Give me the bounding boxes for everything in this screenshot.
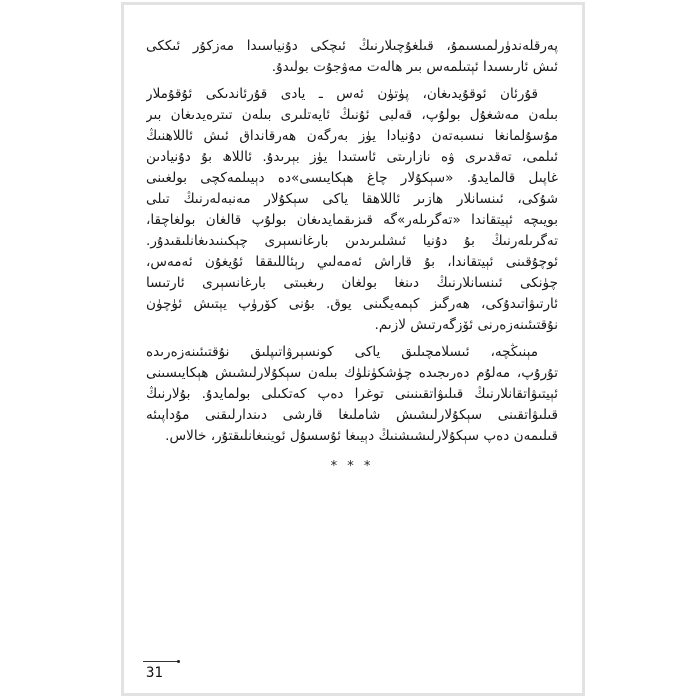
text-line: ئىلمى، تەقدىرى ۋە نازارىتى ئاستىدا يۈز بېرىدۇ. ئاللاھ بۇ دۇنيادىن <box>146 149 558 165</box>
text-line: ئوچۇقىنى ئېيتقاندا، بۇ قاراش ئەمەلىي رېئاللىققا ئۇيغۇن ئەمەس، <box>146 254 558 270</box>
text-line: ئارتىۋاتىدۇكى، ھەرگىز كېمەيگىنى يوق. بۇنى كۆرۈپ يېتىش ئۈچۈن <box>146 296 558 312</box>
text-line: بىلەن مەشغۇل بولۇپ، قەلبى ئۇنىڭ ئايەتلىرى بىلەن تىترەيدىغان بىر <box>146 107 558 123</box>
text-line: چۈنكى ئىنسانلارنىڭ دىنغا بولغان رىغبىتى بارغانسېرى ئارتىسا <box>146 275 558 291</box>
text-line: تەگرىلەرنىڭ بۇ دۇنيا ئىشلىرىدىن بارغانسېرى چېكىنىدىغانلىقىدۇر. <box>146 233 558 249</box>
paragraph <box>146 342 558 447</box>
text-line: مۇسۇلمانغا نىسبەتەن دۇنيادا يۈز بەرگەن ھەرقانداق ئىش ئاللاھنىڭ <box>146 128 558 144</box>
body-text <box>146 36 558 475</box>
text-line: غاپىل قالمايدۇ. «سېكۇلار چاغ ھېكايىسى»دە دېيىلمەكچى بولغىنى <box>146 170 558 186</box>
footer-rule <box>143 661 178 662</box>
text-line: قىلىمەن دەپ سېكۇلارلىشىشنىڭ دېيىغا ئۇسسۇل ئوينىغانلىقتۇر، خالاس. <box>165 428 558 444</box>
paragraph <box>146 84 558 336</box>
paragraph <box>146 36 558 78</box>
text-line: پەرقلەندۈرلمىسىمۇ، قىلغۇچىلارنىڭ ئىچكى دۇنياسىدا مەزكۇر ئىككى <box>146 38 558 54</box>
text-line: شۇكى، ئىنسانلار ھازىر ئاللاھقا ياكى سېكۇلار مەنبەلەرنىڭ تىلى <box>146 191 558 207</box>
text-line: قىلىۋاتقىنى سېكۇلارلىشىش شاملىغا قارشى دىندارلىقنى مۇداپىئە <box>146 407 558 423</box>
paragraphs <box>146 36 558 447</box>
text-line: بويىچە ئېيتقاندا «تەگرىلەر»گە قىزىقمايدىغان بولۇپ قالغان بولغاچقا، <box>146 212 558 228</box>
text-line: ئېيتىۋاتقانلارنىڭ قىلىۋاتقىنىنى توغرا دەپ كەتكىلى بولمايدۇ. بۇلارنىڭ <box>146 386 558 402</box>
page-number: 31 <box>146 665 163 681</box>
text-line: نۇقتىئىنەزەرنى ئۆزگەرتىش لازىم. <box>374 317 558 333</box>
text-line: تۇرۇپ، مەلۇم دەرىجىدە چۈشكۈنلۈك بىلەن سېكۇلارلىشىش ھېكايىسىنى <box>146 365 558 381</box>
text-line: مېنىڭچە، ئىسلامچىلىق ياكى كونسېرۋاتىپلىق نۇقتىئىنەزەرىدە <box>146 344 538 360</box>
text-line: ئىش ئارىسىدا ئېتىلمەس بىر ھالەت مەۋجۇت بولىدۇ. <box>271 59 558 75</box>
section-separator: * * * <box>330 459 374 474</box>
text-line: قۇرئان ئوقۇيدىغان، پۈتۈن ئەس ـ يادى قۇرئاندىكى ئۇقۇملار <box>146 86 538 102</box>
